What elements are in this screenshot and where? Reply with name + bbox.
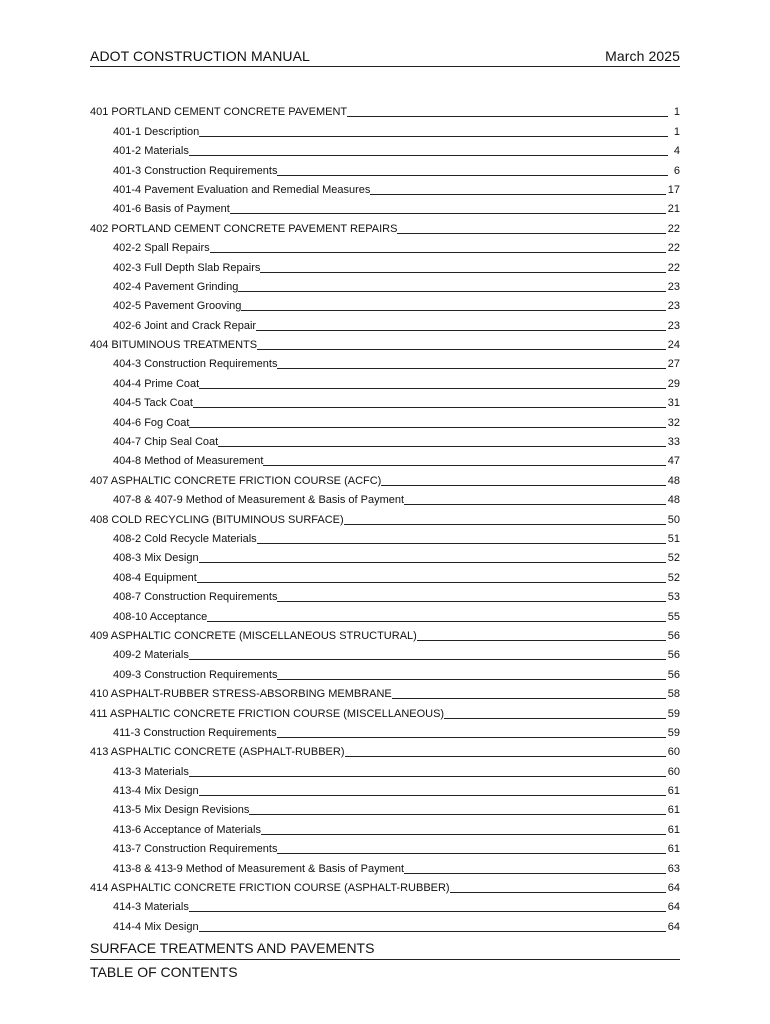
toc-entry-label: 414 ASPHALTIC CONCRETE FRICTION COURSE (ASPHALT-RUBBER) (90, 882, 450, 895)
toc-page-number: 59 (667, 726, 680, 739)
toc-subsection-entry[interactable] (90, 119, 680, 138)
toc-leader-line (345, 756, 666, 757)
toc-entry-label: 402-3 Full Depth Slab Repairs (113, 261, 261, 274)
toc-page-number: 29 (667, 377, 680, 390)
toc-page-number: 60 (667, 765, 680, 778)
toc-leader-line (417, 640, 666, 641)
toc-subsection-entry[interactable] (90, 604, 680, 623)
toc-entry-label: 414-3 Materials (113, 901, 189, 914)
toc-subsection-entry[interactable] (90, 895, 680, 914)
toc-section-entry[interactable] (90, 682, 680, 701)
page-footer (90, 940, 680, 980)
toc-page-number: 27 (667, 358, 680, 371)
toc-leader-line (397, 233, 665, 234)
toc-entry-label: 413-4 Mix Design (113, 785, 199, 798)
toc-page-number: 4 (673, 145, 680, 158)
toc-page-number: 61 (667, 804, 680, 817)
toc-leader-line (370, 194, 665, 195)
toc-leader-line (277, 679, 665, 680)
toc-subsection-entry[interactable] (90, 178, 680, 197)
toc-leader-line (189, 776, 666, 777)
toc-subsection-entry[interactable] (90, 294, 680, 313)
toc-leader-line (189, 155, 668, 156)
toc-page-number: 56 (667, 629, 680, 642)
toc-leader-line (230, 213, 666, 214)
toc-page-number: 58 (667, 688, 680, 701)
toc-page-number: 1 (673, 125, 680, 138)
toc-entry-label: 404-6 Fog Coat (113, 416, 190, 429)
header-date: March 2025 (605, 48, 680, 64)
toc-page-number: 23 (667, 319, 680, 332)
toc-subsection-entry[interactable] (90, 139, 680, 158)
toc-page-number: 56 (667, 649, 680, 662)
toc-leader-line (197, 582, 666, 583)
toc-entry-label: 402 PORTLAND CEMENT CONCRETE PAVEMENT REPAIRS (90, 222, 398, 235)
toc-leader-line (238, 291, 665, 292)
toc-leader-line (257, 349, 666, 350)
toc-page-number: 48 (667, 494, 680, 507)
toc-page-number: 48 (667, 474, 680, 487)
toc-leader-line (249, 814, 665, 815)
toc-page-number: 63 (667, 862, 680, 875)
toc-page-number: 61 (667, 785, 680, 798)
toc-page-number: 47 (667, 455, 680, 468)
toc-subsection-entry[interactable] (90, 449, 680, 468)
toc-subsection-entry[interactable] (90, 410, 680, 429)
toc-subsection-entry[interactable] (90, 643, 680, 662)
toc-leader-line (260, 272, 665, 273)
toc-entry-label: 411 ASPHALTIC CONCRETE FRICTION COURSE (MISCELLANEOUS) (90, 707, 445, 720)
toc-leader-line (218, 446, 666, 447)
toc-subsection-entry[interactable] (90, 856, 680, 875)
toc-entry-label: 401-1 Description (113, 125, 200, 138)
toc-subsection-entry[interactable] (90, 488, 680, 507)
toc-subsection-entry[interactable] (90, 721, 680, 740)
toc-leader-line (199, 136, 668, 137)
toc-subsection-entry[interactable] (90, 275, 680, 294)
toc-entry-label: 413-8 & 413-9 Method of Measurement & Basis of Payment (113, 862, 405, 875)
toc-entry-label: 402-5 Pavement Grooving (113, 300, 242, 313)
toc-entry-label: 409-2 Materials (113, 649, 189, 662)
toc-entry-label: 413-6 Acceptance of Materials (113, 823, 261, 836)
toc-subsection-entry[interactable] (90, 565, 680, 584)
toc-page-number: 22 (667, 222, 680, 235)
toc-page-number: 21 (667, 203, 680, 216)
toc-leader-line (256, 330, 666, 331)
toc-entry-label: 402-6 Joint and Crack Repair (113, 319, 257, 332)
toc-page-number: 1 (673, 106, 680, 119)
toc-subsection-entry[interactable] (90, 779, 680, 798)
toc-entry-label: 401 PORTLAND CEMENT CONCRETE PAVEMENT (90, 106, 348, 119)
toc-subsection-entry[interactable] (90, 546, 680, 565)
toc-subsection-entry[interactable] (90, 352, 680, 371)
toc-page-number: 61 (667, 843, 680, 856)
toc-subsection-entry[interactable] (90, 527, 680, 546)
toc-entry-label: 408-3 Mix Design (113, 552, 199, 565)
toc-leader-line (404, 873, 666, 874)
toc-leader-line (261, 834, 666, 835)
toc-entry-label: 402-4 Pavement Grinding (113, 280, 239, 293)
toc-section-entry[interactable] (90, 216, 680, 235)
footer-section-title: SURFACE TREATMENTS AND PAVEMENTS (90, 940, 680, 960)
toc-subsection-entry[interactable] (90, 759, 680, 778)
table-of-contents (90, 100, 680, 934)
toc-page-number: 33 (667, 436, 680, 449)
toc-entry-label: 407-8 & 407-9 Method of Measurement & Basis of Payment (113, 494, 405, 507)
toc-leader-line (257, 543, 666, 544)
toc-entry-label: 404-7 Chip Seal Coat (113, 436, 219, 449)
page-header (90, 46, 680, 67)
toc-page-number: 23 (667, 280, 680, 293)
toc-page-number: 17 (667, 183, 680, 196)
toc-page-number: 55 (667, 610, 680, 623)
toc-entry-label: 404-5 Tack Coat (113, 397, 193, 410)
toc-subsection-entry[interactable] (90, 585, 680, 604)
toc-page-number: 60 (667, 746, 680, 759)
toc-leader-line (263, 465, 665, 466)
toc-entry-label: 407 ASPHALTIC CONCRETE FRICTION COURSE (ACFC) (90, 474, 382, 487)
toc-entry-label: 411-3 Construction Requirements (113, 726, 277, 739)
toc-subsection-entry[interactable] (90, 798, 680, 817)
toc-subsection-entry[interactable] (90, 817, 680, 836)
toc-entry-label: 402-2 Spall Repairs (113, 242, 210, 255)
toc-section-entry[interactable] (90, 100, 680, 119)
toc-subsection-entry[interactable] (90, 313, 680, 332)
toc-leader-line (199, 795, 666, 796)
toc-page-number: 50 (667, 513, 680, 526)
toc-section-entry[interactable] (90, 333, 680, 352)
toc-leader-line (277, 175, 668, 176)
toc-entry-label: 414-4 Mix Design (113, 920, 199, 933)
toc-page-number: 31 (667, 397, 680, 410)
toc-subsection-entry[interactable] (90, 391, 680, 410)
toc-page-number: 24 (667, 339, 680, 352)
toc-section-entry[interactable] (90, 507, 680, 526)
toc-leader-line (189, 427, 665, 428)
toc-leader-line (189, 911, 666, 912)
toc-entry-label: 404 BITUMINOUS TREATMENTS (90, 339, 258, 352)
toc-entry-label: 408-2 Cold Recycle Materials (113, 532, 257, 545)
toc-leader-line (199, 388, 666, 389)
toc-leader-line (404, 504, 666, 505)
toc-leader-line (344, 524, 666, 525)
toc-entry-label: 401-3 Construction Requirements (113, 164, 278, 177)
toc-entry-label: 404-3 Construction Requirements (113, 358, 278, 371)
footer-subtitle: TABLE OF CONTENTS (90, 964, 238, 980)
toc-leader-line (199, 931, 666, 932)
toc-entry-label: 408-7 Construction Requirements (113, 591, 278, 604)
toc-page-number: 52 (667, 571, 680, 584)
toc-section-entry[interactable] (90, 876, 680, 895)
toc-entry-label: 401-4 Pavement Evaluation and Remedial Measures (113, 183, 371, 196)
toc-entry-label: 413 ASPHALTIC CONCRETE (ASPHALT-RUBBER) (90, 746, 345, 759)
toc-leader-line (277, 737, 666, 738)
toc-leader-line (241, 310, 665, 311)
toc-subsection-entry[interactable] (90, 255, 680, 274)
toc-entry-label: 409-3 Construction Requirements (113, 668, 278, 681)
toc-leader-line (381, 485, 665, 486)
toc-page-number: 61 (667, 823, 680, 836)
toc-leader-line (277, 368, 665, 369)
toc-subsection-entry[interactable] (90, 158, 680, 177)
toc-page-number: 64 (667, 901, 680, 914)
toc-leader-line (450, 892, 666, 893)
toc-entry-label: 413-3 Materials (113, 765, 189, 778)
toc-subsection-entry[interactable] (90, 837, 680, 856)
toc-entry-label: 408-10 Acceptance (113, 610, 208, 623)
toc-page-number: 23 (667, 300, 680, 313)
toc-page-number: 22 (667, 242, 680, 255)
toc-page-number: 64 (667, 920, 680, 933)
toc-entry-label: 410 ASPHALT-RUBBER STRESS-ABSORBING MEMBRANE (90, 688, 392, 701)
toc-page-number: 53 (667, 591, 680, 604)
toc-leader-line (199, 562, 666, 563)
manual-title: ADOT CONSTRUCTION MANUAL (90, 48, 310, 64)
toc-entry-label: 408 COLD RECYCLING (BITUMINOUS SURFACE) (90, 513, 344, 526)
toc-page-number: 32 (667, 416, 680, 429)
toc-entry-label: 404-8 Method of Measurement (113, 455, 264, 468)
toc-page-number: 59 (667, 707, 680, 720)
toc-page-number: 64 (667, 882, 680, 895)
toc-leader-line (189, 659, 666, 660)
toc-entry-label: 409 ASPHALTIC CONCRETE (MISCELLANEOUS STRUCTURAL) (90, 629, 417, 642)
toc-leader-line (277, 601, 665, 602)
toc-section-entry[interactable] (90, 624, 680, 643)
toc-page-number: 56 (667, 668, 680, 681)
toc-page-number: 22 (667, 261, 680, 274)
toc-leader-line (277, 853, 665, 854)
toc-subsection-entry[interactable] (90, 371, 680, 390)
toc-subsection-entry[interactable] (90, 430, 680, 449)
toc-leader-line (193, 407, 666, 408)
toc-subsection-entry[interactable] (90, 236, 680, 255)
toc-page-number: 52 (667, 552, 680, 565)
toc-leader-line (392, 698, 666, 699)
toc-leader-line (210, 252, 666, 253)
toc-subsection-entry[interactable] (90, 197, 680, 216)
toc-entry-label: 401-6 Basis of Payment (113, 203, 230, 216)
toc-subsection-entry[interactable] (90, 662, 680, 681)
toc-section-entry[interactable] (90, 740, 680, 759)
toc-entry-label: 408-4 Equipment (113, 571, 197, 584)
toc-section-entry[interactable] (90, 468, 680, 487)
toc-subsection-entry[interactable] (90, 914, 680, 933)
toc-entry-label: 413-7 Construction Requirements (113, 843, 278, 856)
toc-page-number: 51 (667, 532, 680, 545)
toc-leader-line (347, 116, 668, 117)
toc-entry-label: 404-4 Prime Coat (113, 377, 200, 390)
toc-leader-line (207, 621, 666, 622)
toc-leader-line (444, 718, 666, 719)
toc-page-number: 6 (673, 164, 680, 177)
toc-section-entry[interactable] (90, 701, 680, 720)
toc-entry-label: 401-2 Materials (113, 145, 189, 158)
toc-entry-label: 413-5 Mix Design Revisions (113, 804, 250, 817)
